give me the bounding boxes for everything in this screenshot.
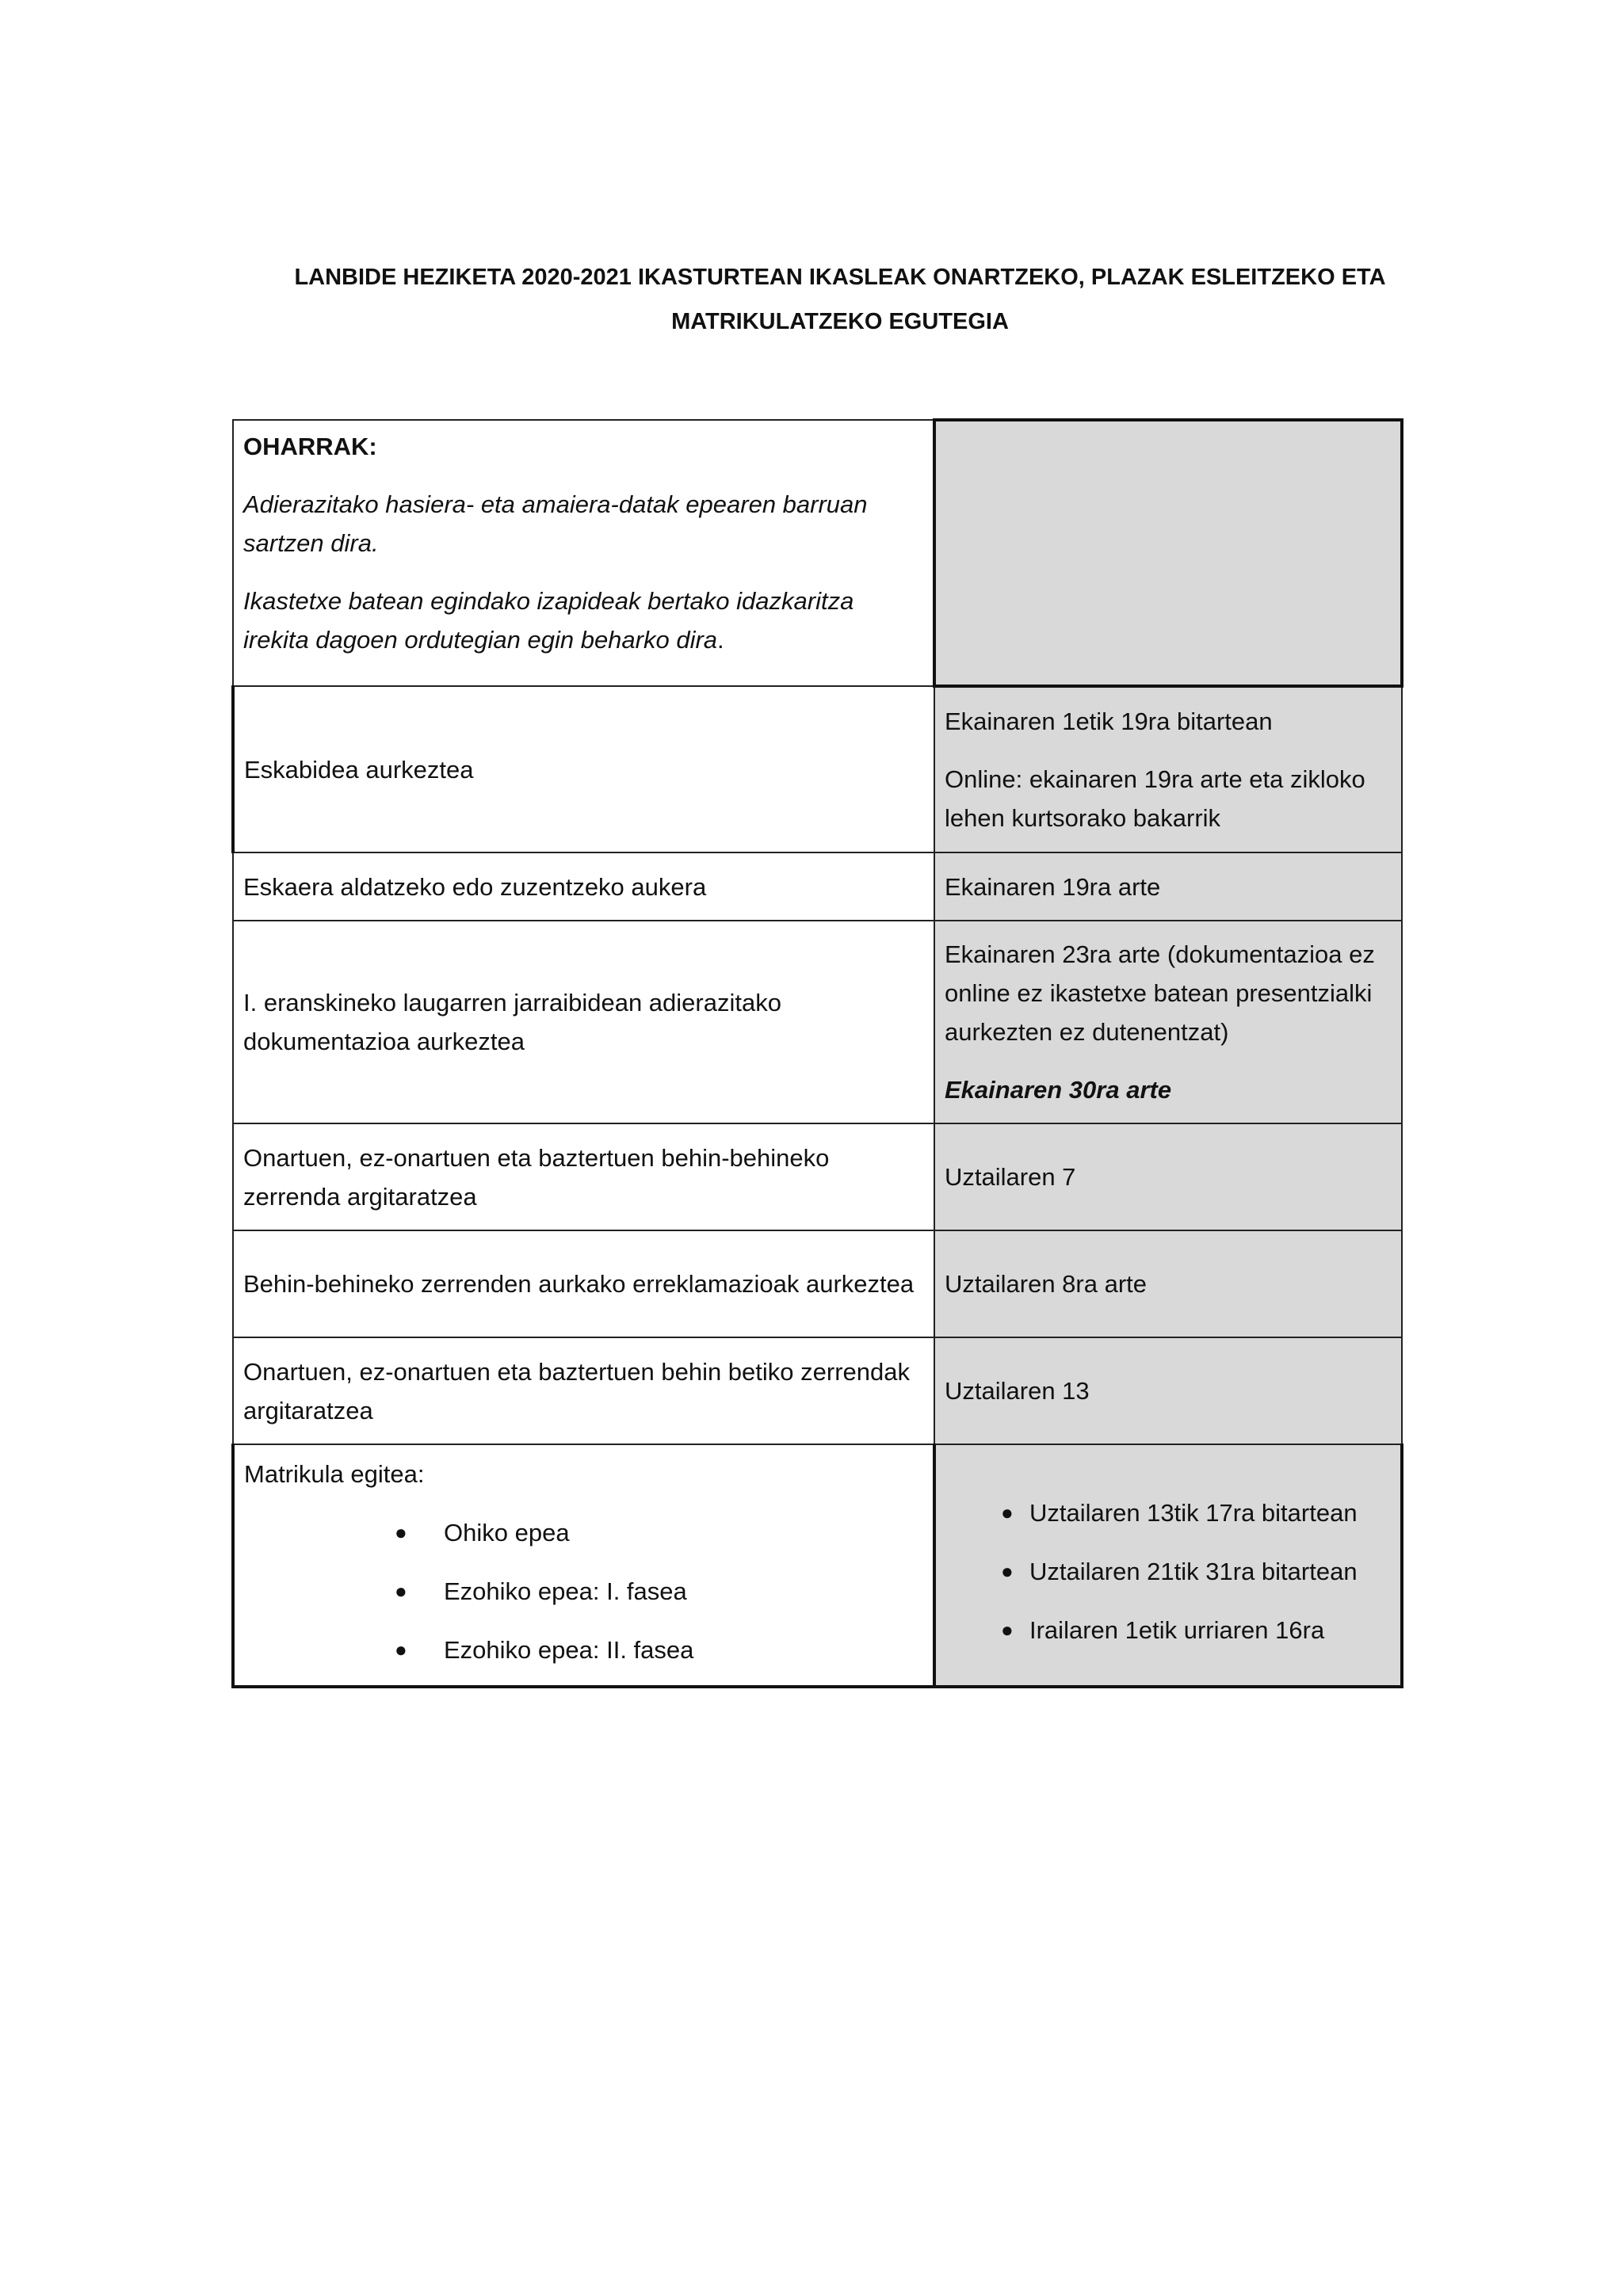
notes-cell (233, 420, 934, 686)
bullet-icon: ● (1001, 1559, 1014, 1583)
step-label: Onartuen, ez-onartuen eta baztertuen behin-behineko zerrenda argitaratzea (243, 1143, 830, 1211)
page-title (238, 255, 1442, 344)
period-label: Ezohiko epea: II. fasea (444, 1636, 694, 1664)
date-cell (934, 1123, 1402, 1230)
date-text: Uztailaren 13tik 17ra bitartean (1029, 1499, 1358, 1527)
list-item (395, 1513, 923, 1552)
list-item (1001, 1611, 1391, 1650)
page-title-line-2: MATRIKULATZEKO EGUTEGIA (671, 309, 1009, 334)
list-item (1001, 1493, 1391, 1532)
list-item (395, 1630, 923, 1669)
date-text: Uztailaren 13 (945, 1377, 1090, 1405)
table-row (233, 1444, 1402, 1687)
step-cell (233, 921, 934, 1123)
table-row (233, 1337, 1402, 1444)
note-dates-inclusive: Adierazitako hasiera- eta amaiera-datak epearen barruan sartzen dira. (243, 490, 868, 557)
table-row (233, 852, 1402, 921)
step-cell (233, 1337, 934, 1444)
step-cell (233, 1123, 934, 1230)
notes-shaded-cell (934, 420, 1402, 686)
step-label: I. eranskineko laugarren jarraibidean adierazitako dokumentazioa aurkeztea (243, 989, 781, 1055)
table-row (233, 1230, 1402, 1337)
notes-heading: OHARRAK: (243, 433, 377, 460)
step-label: Eskaera aldatzeko edo zuzentzeko aukera (243, 872, 707, 901)
step-cell (233, 686, 934, 852)
date-text: Irailaren 1etik urriaren 16ra (1029, 1616, 1325, 1644)
date-text: Online: ekainaren 19ra arte eta zikloko lehen kurtsorako bakarrik (945, 765, 1365, 832)
table-row (233, 1123, 1402, 1230)
enrollment-period-list (395, 1513, 923, 1669)
bullet-icon: ● (395, 1520, 407, 1544)
step-cell (233, 1230, 934, 1337)
note-office-hours-text: Ikastetxe batean egindako izapideak bertako idazkaritza irekita dagoen ordutegian egin beharko dira (243, 587, 854, 654)
date-text-emphasis: Ekainaren 30ra arte (945, 1076, 1172, 1104)
date-cell (934, 1337, 1402, 1444)
bullet-icon: ● (395, 1579, 407, 1603)
date-text: Uztailaren 8ra arte (945, 1270, 1148, 1298)
step-label: Eskabidea aurkeztea (244, 755, 474, 784)
period-label: Ohiko epea (444, 1519, 570, 1547)
date-cell (934, 852, 1402, 921)
period-label: Ezohiko epea: I. fasea (444, 1577, 687, 1605)
date-cell (934, 1230, 1402, 1337)
step-label: Behin-behineko zerrenden aurkako erreklamazioak aurkeztea (243, 1270, 915, 1298)
date-text: Ekainaren 1etik 19ra bitartean (945, 707, 1273, 735)
date-text: Uztailaren 21tik 31ra bitartean (1029, 1558, 1358, 1585)
bullet-icon: ● (1001, 1501, 1014, 1524)
note-office-hours (243, 582, 923, 659)
table-row (233, 921, 1402, 1123)
date-text: Uztailaren 7 (945, 1163, 1076, 1191)
step-cell (233, 852, 934, 921)
list-item (1001, 1552, 1391, 1591)
enrollment-heading: Matrikula egitea: (244, 1460, 425, 1488)
note-office-hours-period: . (717, 626, 724, 654)
table-row (233, 686, 1402, 852)
date-text: Ekainaren 19ra arte (945, 872, 1161, 901)
enrollment-date-list (1001, 1493, 1391, 1650)
bullet-icon: ● (395, 1638, 407, 1661)
enrollment-date-cell (934, 1444, 1402, 1687)
page-title-line-1: LANBIDE HEZIKETA 2020-2021 IKASTURTEAN IKASLEAK ONARTZEKO, PLAZAK ESLEITZEKO ETA (294, 265, 1386, 290)
list-item (395, 1572, 923, 1611)
date-cell (934, 686, 1402, 852)
enrollment-calendar-table (231, 418, 1403, 1688)
bullet-icon: ● (1001, 1618, 1014, 1642)
step-label: Onartuen, ez-onartuen eta baztertuen behin betiko zerrendak argitaratzea (243, 1357, 910, 1425)
notes-row (233, 420, 1402, 686)
date-cell (934, 921, 1402, 1123)
enrollment-step-cell (233, 1444, 934, 1687)
date-text: Ekainaren 23ra arte (dokumentazioa ez online ez ikastetxe batean presentzialki aurkezten ez dutenentzat) (945, 940, 1375, 1046)
